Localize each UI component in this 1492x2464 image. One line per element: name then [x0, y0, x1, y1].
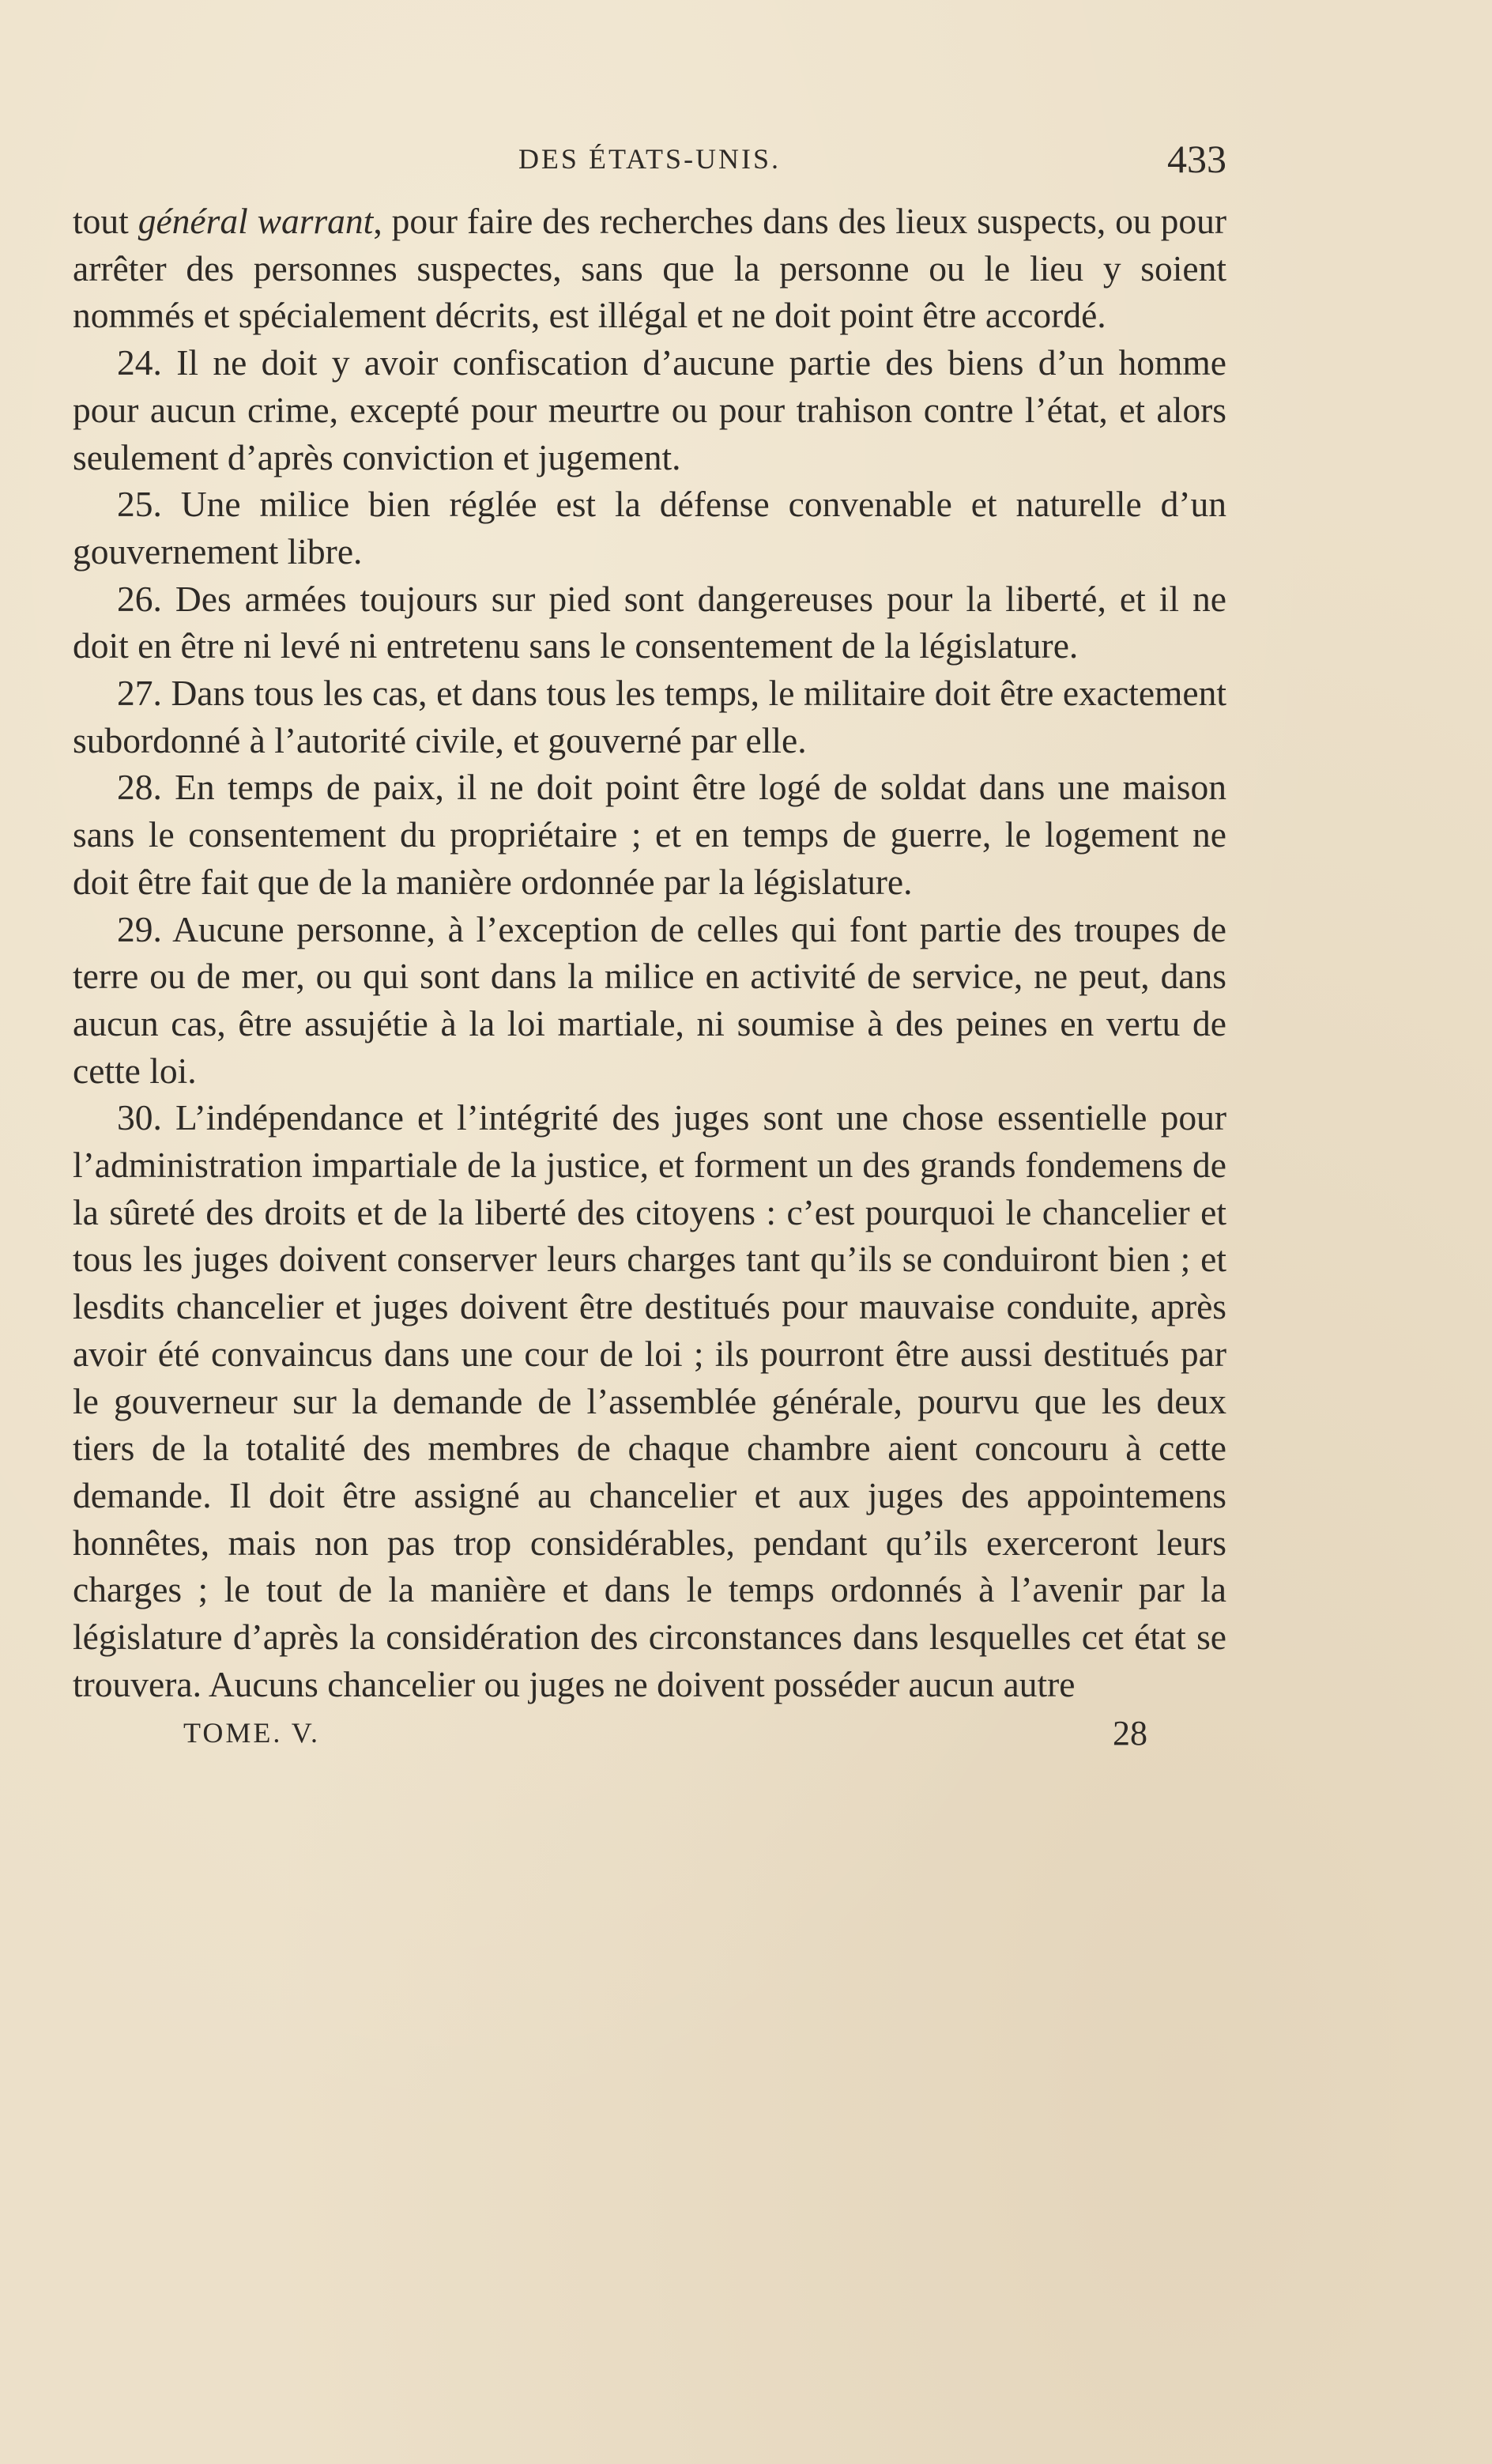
running-title: DES ÉTATS-UNIS.	[518, 143, 782, 175]
paragraph-continuation	[73, 198, 1226, 339]
page-number: 433	[1167, 137, 1226, 181]
article-28: 28. En temps de paix, il ne doit point être logé de soldat dans une maison sans le consentement du propriétaire ; et en temps de guerre, le logement ne doit être fait que de la manière ordonnée par la législature.	[73, 767, 1226, 902]
article-27: 27. Dans tous les cas, et dans tous les temps, le militaire doit être exactement subordonné à l’autorité civile, et gouverné par elle.	[73, 673, 1226, 760]
text-run: , pour faire des recherches dans des lieux suspects, ou pour arrêter des personnes suspectes, sans que la personne ou le lieu y soient nommés et spécialement décrits, est illégal et ne doit point être accordé.	[73, 201, 1226, 336]
page-footer	[73, 1713, 1226, 1760]
body-text	[73, 198, 1226, 1708]
article-25: 25. Une milice bien réglée est la défense convenable et naturelle d’un gouvernement libre.	[73, 484, 1226, 572]
article-29: 29. Aucune personne, à l’exception de celles qui font partie des troupes de terre ou de mer, ou qui sont dans la milice en activité de service, ne peut, dans aucun cas, être assujétie à la loi martiale, ni soumise à des peines en vertu de cette loi.	[73, 908, 1226, 1091]
article-26: 26. Des armées toujours sur pied sont dangereuses pour la liberté, et il ne doit en être ni levé ni entretenu sans le consentement de la législature.	[73, 578, 1226, 666]
article-30: 30. L’indépendance et l’intégrité des juges sont une chose essentielle pour l’administration impartiale de la justice, et forment un des grands fondemens de la sûreté des droits et de la liberté des citoyens : c’est pourquoi le chancelier et tous les juges doivent conserver leurs charges tant qu’ils se conduiront bien ; et lesdits chancelier et juges doivent être destitués pour mauvaise conduite, après avoir été convaincus dans une cour de loi ; ils pourront être aussi destitués par le gouverneur sur la demande de l’assemblée générale, pourvu que les deux tiers de la totalité des membres de chaque chambre aient concouru à cette demande. Il doit être assigné au chancelier et aux juges des appointemens honnêtes, mais non pas trop considérables, pendant qu’ils exerceront leurs charges ; le tout de la manière et dans le temps ordonnés à l’avenir par la législature d’après la considération des circonstances dans lesquelles cet état se trouvera. Aucuns chancelier ou juges ne doivent posséder aucun autre	[73, 1097, 1226, 1704]
running-head	[73, 136, 1226, 198]
text-run: tout	[73, 201, 138, 241]
article-24: 24. Il ne doit y avoir confiscation d’aucune partie des biens d’un homme pour aucun crime, excepté pour meurtre ou pour trahison contre l’état, et alors seulement d’après conviction et jugement.	[73, 342, 1226, 477]
signature-mark: 28	[1113, 1713, 1147, 1753]
tome-label: TOME. V.	[183, 1716, 321, 1749]
italic-term: général warrant	[138, 201, 374, 241]
text-block	[73, 136, 1226, 1760]
